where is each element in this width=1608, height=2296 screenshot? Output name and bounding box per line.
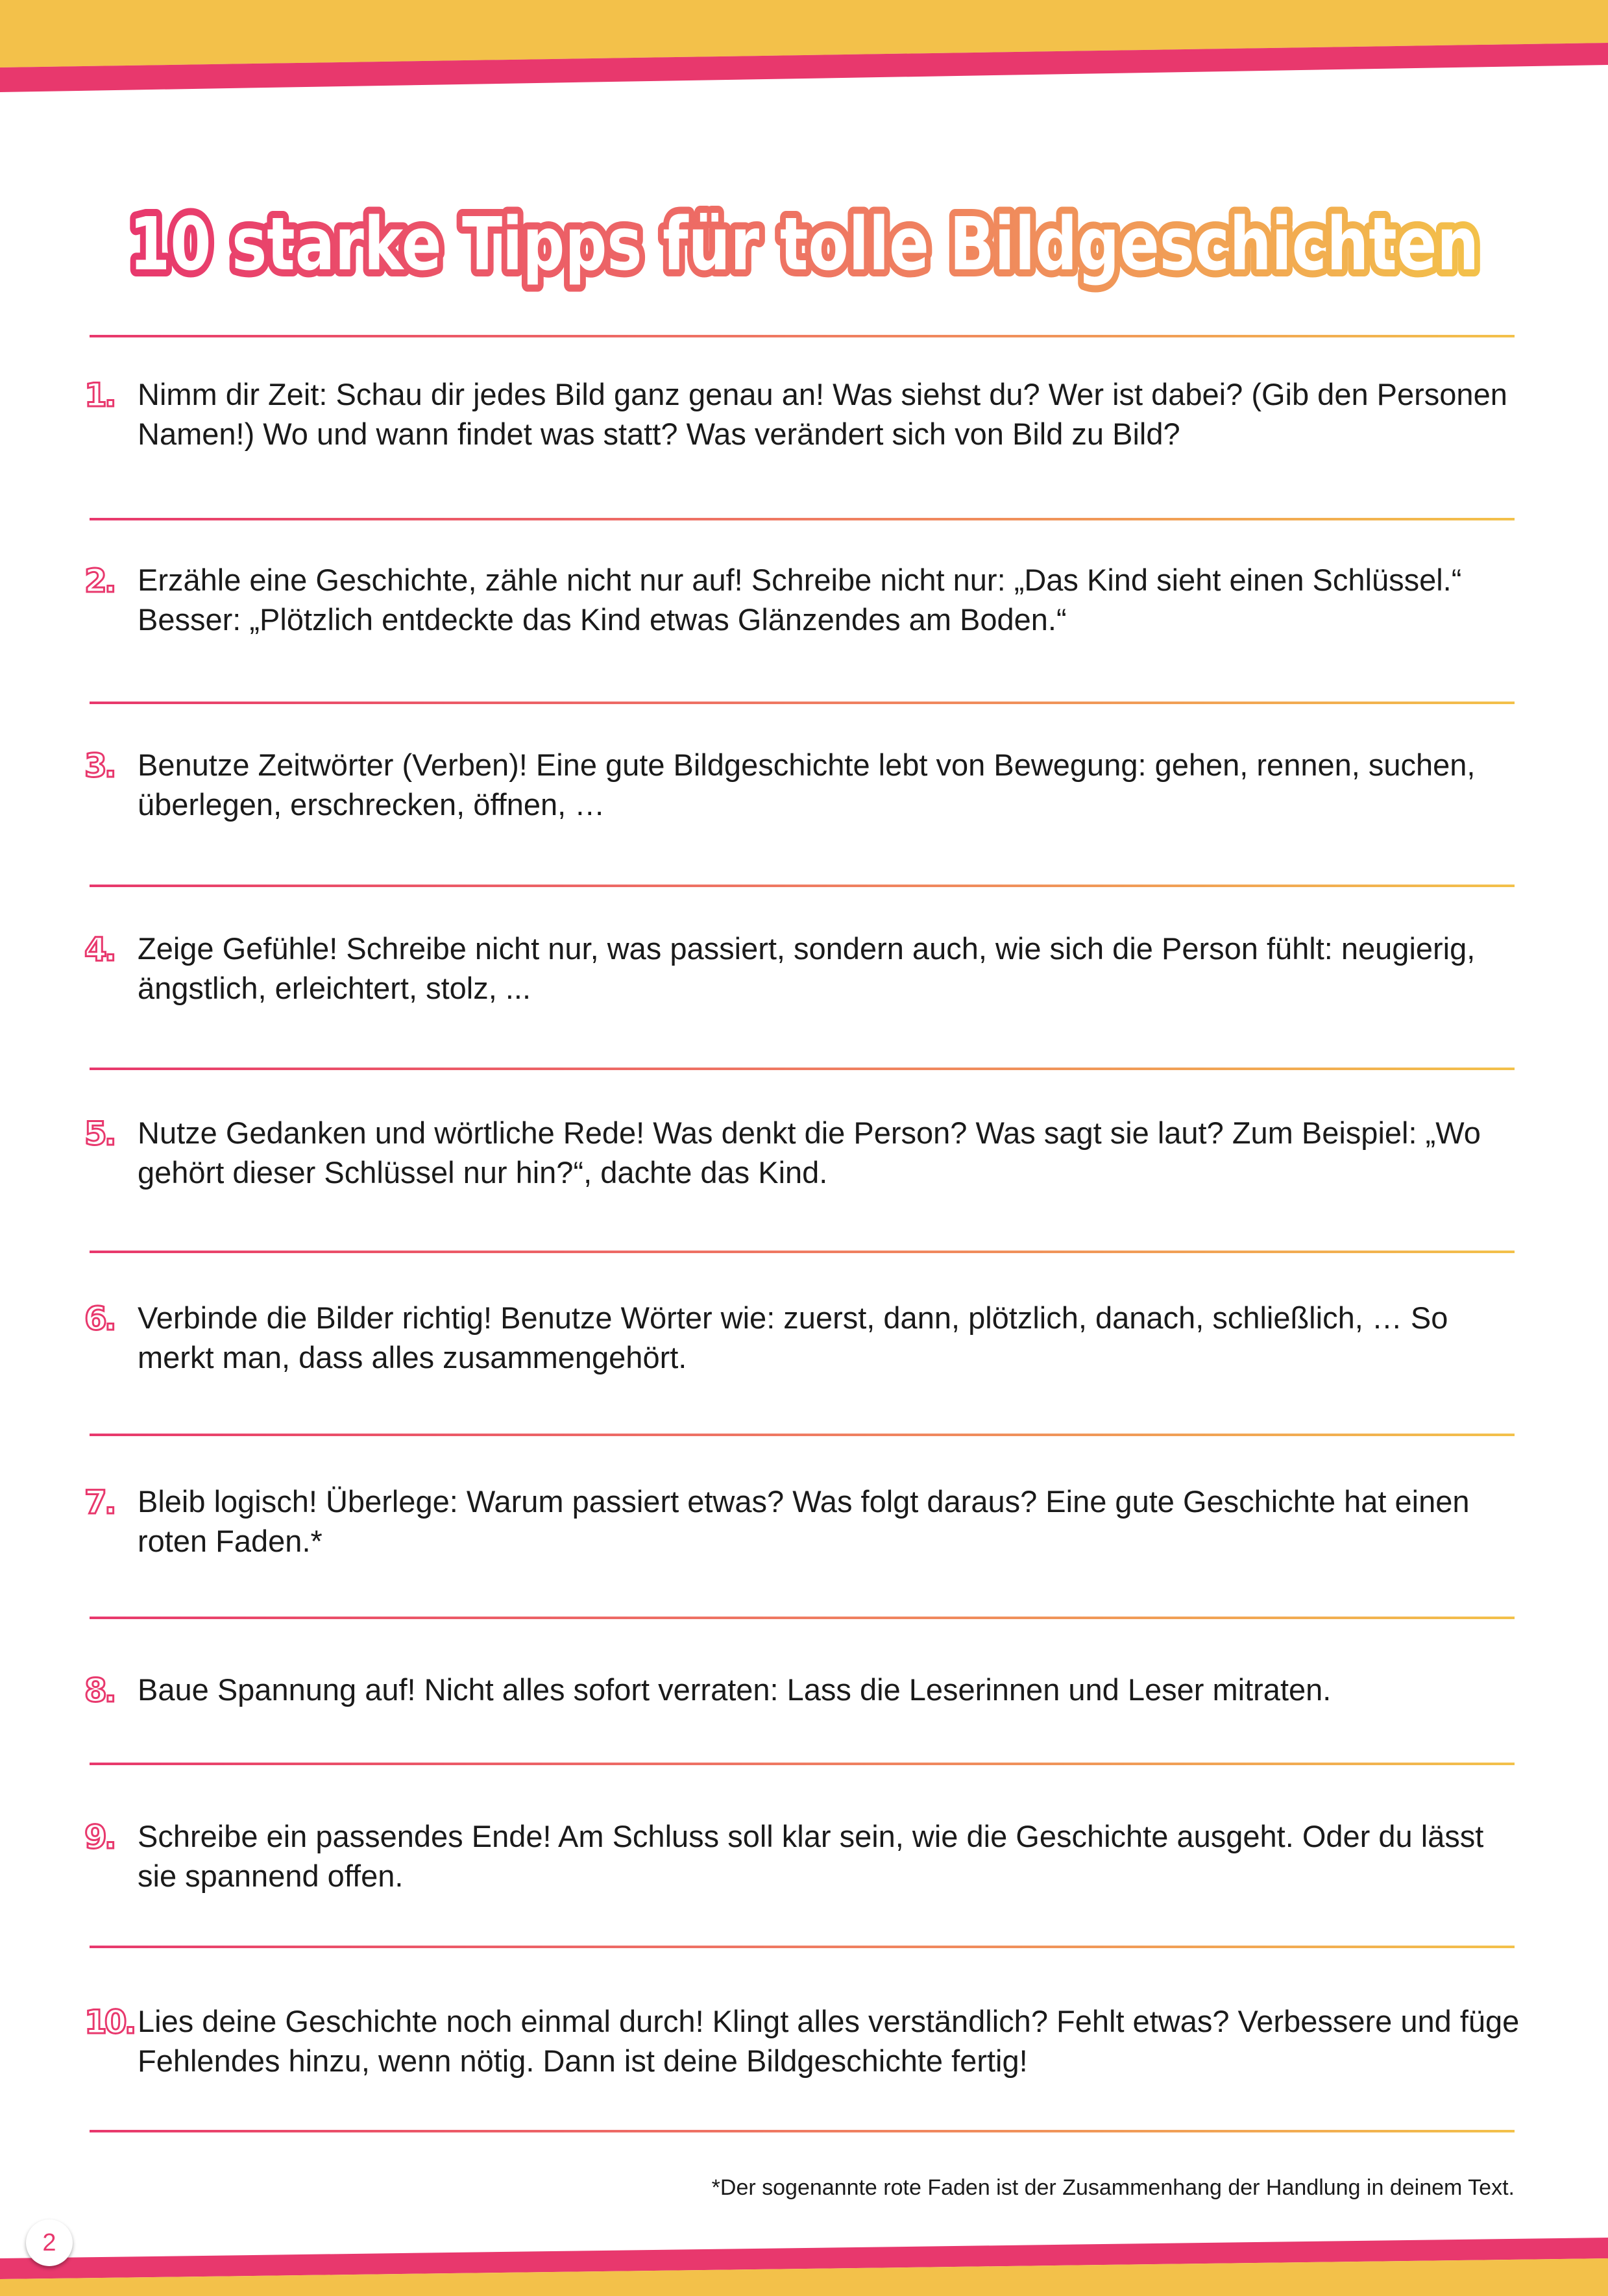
tip-text: Nutze Gedanken und wörtliche Rede! Was denkt die Person? Was sagt sie laut? Zum Beispiel: „Wo gehört dieser Schlüssel nur hin?“, dachte das Kind. <box>138 1116 1481 1190</box>
divider <box>90 1946 1515 1948</box>
tip-text: Verbinde die Bilder richtig! Benutze Wörter wie: zuerst, dann, plötzlich, danach, schließlich, … So merkt man, dass alles zusammengehört. <box>138 1301 1448 1374</box>
divider <box>90 1617 1515 1619</box>
page-title <box>0 195 1608 299</box>
divider <box>90 1068 1515 1070</box>
tip-text: Benutze Zeitwörter (Verben)! Eine gute Bildgeschichte lebt von Bewegung: gehen, rennen, suchen, überlegen, erschrecken, öffnen, … <box>138 748 1476 822</box>
tip-text: Baue Spannung auf! Nicht alles sofort verraten: Lass die Leserinnen und Leser mitraten. <box>138 1672 1332 1707</box>
tip-text: Lies deine Geschichte noch einmal durch! Klingt alles verständlich? Fehlt etwas? Verbessere und füge Fehlendes hinzu, wenn nötig. Dann ist deine Bildgeschichte fertig! <box>138 2004 1520 2078</box>
divider <box>90 2130 1515 2132</box>
tip-text: Zeige Gefühle! Schreibe nicht nur, was passiert, sondern auch, wie sich die Person fühlt: neugierig, ängstlich, erleichtert, stolz, ... <box>138 931 1476 1005</box>
page-number: 2 <box>26 2219 73 2266</box>
bottom-decor-band <box>0 2226 1608 2296</box>
title-outline: 10 starke Tipps für tolle Bildgeschichten <box>129 202 1479 287</box>
divider <box>90 885 1515 887</box>
tip-text: Schreibe ein passendes Ende! Am Schluss soll klar sein, wie die Geschichte ausgeht. Oder du lässt sie spannend offen. <box>138 1819 1484 1893</box>
footnote: *Der sogenannte rote Faden ist der Zusammenhang der Handlung in deinem Text. <box>711 2175 1515 2200</box>
tip-number: 2. <box>84 562 114 600</box>
tip-number: 1. <box>84 376 114 414</box>
tip-number: 5. <box>84 1115 114 1153</box>
tip-number: 8. <box>84 1672 114 1709</box>
divider <box>90 1434 1515 1436</box>
tip-number: 7. <box>84 1484 114 1521</box>
tip-text: Erzähle eine Geschichte, zähle nicht nur auf! Schreibe nicht nur: „Das Kind sieht einen Schlüssel.“ Besser: „Plötzlich entdeckte das Kind etwas Glänzendes am Boden.“ <box>138 563 1462 637</box>
divider <box>90 518 1515 520</box>
tip-number: 9. <box>84 1818 114 1856</box>
tip-number: 10. <box>84 2003 134 2041</box>
tip-number: 6. <box>84 1300 114 1337</box>
divider <box>90 702 1515 704</box>
divider <box>90 1251 1515 1253</box>
divider <box>90 1763 1515 1765</box>
tip-number: 3. <box>84 747 114 785</box>
divider <box>90 335 1515 337</box>
top-decor-band <box>0 0 1608 94</box>
title-text: 10 starke Tipps für tolle Bildgeschichten <box>129 202 1479 287</box>
tip-text: Bleib logisch! Überlege: Warum passiert etwas? Was folgt daraus? Eine gute Geschichte hat einen roten Faden.* <box>138 1484 1470 1558</box>
tip-text: Nimm dir Zeit: Schau dir jedes Bild ganz genau an! Was siehst du? Wer ist dabei? (Gib den Personen Namen!) Wo und wann findet was statt? Was verändert sich von Bild zu Bild? <box>138 377 1507 451</box>
tip-number: 4. <box>84 931 114 968</box>
